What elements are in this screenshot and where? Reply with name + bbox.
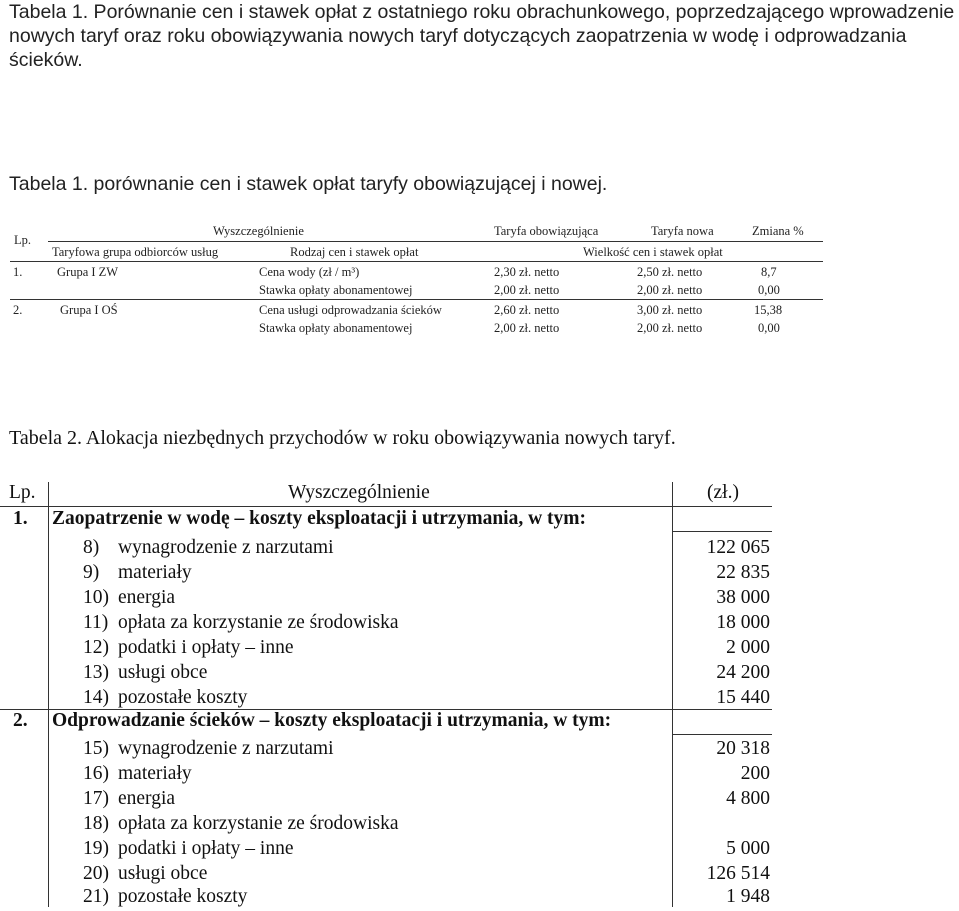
t1-row-change: 8,7 [761, 265, 777, 279]
t2-col-line [672, 482, 673, 907]
t2-section-title: Odprowadzanie ścieków – koszty eksploatacji i utrzymania, w tym: [52, 710, 612, 731]
t1-line [48, 241, 823, 242]
t1-row-new: 3,00 zł. netto [637, 303, 703, 317]
t1-row-new: 2,00 zł. netto [637, 283, 703, 297]
t2-item-no: 11) [83, 612, 109, 633]
t1-row-change: 0,00 [758, 283, 780, 297]
t2-item-value: 18 000 [716, 612, 770, 633]
t1-line [10, 261, 823, 262]
t2-item-value: 2 000 [726, 637, 770, 658]
t2-section-lp: 2. [13, 710, 28, 731]
t2-header-spec: Wyszczególnienie [288, 482, 430, 503]
t1-row-kind: Cena wody (zł / m³) [259, 265, 360, 279]
t2-item-label: opłata za korzystanie ze środowiska [118, 813, 399, 834]
t2-item-label: podatki i opłaty – inne [118, 637, 294, 658]
t1-row-group: Grupa I OŚ [60, 303, 118, 317]
t1-row-change: 0,00 [758, 321, 780, 335]
t2-item-no: 13) [83, 662, 109, 683]
t2-line [672, 531, 772, 532]
t2-item-label: energia [118, 788, 176, 809]
t1-row-change: 15,38 [754, 303, 783, 317]
t2-col-line [48, 482, 49, 907]
t2-item-label: energia [118, 587, 176, 608]
t2-item-value: 15 440 [716, 687, 770, 708]
t2-item-value: 4 800 [726, 788, 770, 809]
t2-item-value: 22 835 [716, 562, 770, 583]
t2-item-label: podatki i opłaty – inne [118, 838, 294, 859]
t2-item-value: 24 200 [716, 662, 770, 683]
t2-section-title: Zaopatrzenie w wodę – koszty eksploatacji i utrzymania, w tym: [52, 508, 587, 529]
t2-item-no: 18) [83, 813, 109, 834]
t2-item-no: 15) [83, 738, 109, 759]
t2-header-unit: (zł.) [707, 482, 739, 503]
t1-header-change: Zmiana % [752, 224, 804, 238]
t2-item-no: 10) [83, 587, 109, 608]
t2-item-value: 126 514 [706, 863, 770, 884]
t2-item-label: usługi obce [118, 662, 208, 683]
t1-row-new: 2,50 zł. netto [637, 265, 703, 279]
t2-section-lp: 1. [13, 508, 28, 529]
t2-item-label: wynagrodzenie z narzutami [118, 738, 334, 759]
t2-line [0, 506, 772, 507]
t2-item-no: 19) [83, 838, 109, 859]
t2-item-no: 20) [83, 863, 109, 884]
t1-row-kind: Cena usługi odprowadzania ścieków [259, 303, 442, 317]
t2-item-label: wynagrodzenie z narzutami [118, 537, 334, 558]
t2-line [672, 734, 772, 735]
t1-header-spec: Wyszczególnienie [213, 224, 304, 238]
t2-item-value: 20 318 [716, 738, 770, 759]
t1-row-current: 2,30 zł. netto [494, 265, 560, 279]
t2-item-no: 21) [83, 886, 109, 907]
t1-header-size: Wielkość cen i stawek opłat [583, 245, 723, 259]
t2-item-label: opłata za korzystanie ze środowiska [118, 612, 399, 633]
t2-item-value: 200 [740, 763, 770, 784]
t2-item-label: pozostałe koszty [118, 886, 248, 907]
t1-row-current: 2,60 zł. netto [494, 303, 560, 317]
t1-row-current: 2,00 zł. netto [494, 283, 560, 297]
t2-item-value: 1 948 [726, 886, 770, 907]
t1-header-current: Taryfa obowiązująca [494, 224, 599, 238]
t1-header-group: Taryfowa grupa odbiorców usług [52, 245, 219, 259]
t2-item-value: 38 000 [716, 587, 770, 608]
t1-row-kind: Stawka opłaty abonamentowej [259, 283, 413, 297]
table1-caption: Tabela 1. porównanie cen i stawek opłat taryfy obowiązującej i nowej. [9, 173, 608, 195]
t2-item-no: 12) [83, 637, 109, 658]
t2-item-label: usługi obce [118, 863, 208, 884]
t2-item-label: pozostałe koszty [118, 687, 248, 708]
t1-header-new: Taryfa nowa [651, 224, 714, 238]
t2-item-no: 8) [83, 537, 100, 558]
t1-line [10, 299, 823, 300]
t2-item-value: 122 065 [706, 537, 770, 558]
t2-item-no: 14) [83, 687, 109, 708]
t1-row-lp: 2. [13, 303, 23, 317]
t2-item-no: 17) [83, 788, 109, 809]
document-heading: Tabela 1. Porównanie cen i stawek opłat z ostatniego roku obrachunkowego, poprzedzającego wprowadzenie nowych taryf oraz roku obowiązywania nowych taryf dotyczących zaopatrzenia w wodę i odprowadzania ścieków. [9, 1, 955, 71]
t2-item-label: materiały [118, 763, 192, 784]
t1-header-kind: Rodzaj cen i stawek opłat [290, 245, 419, 259]
t2-item-no: 9) [83, 562, 100, 583]
t2-header-lp: Lp. [9, 482, 36, 503]
t1-row-lp: 1. [13, 265, 23, 279]
t1-row-new: 2,00 zł. netto [637, 321, 703, 335]
t2-item-value: 5 000 [726, 838, 770, 859]
t1-row-kind: Stawka opłaty abonamentowej [259, 321, 413, 335]
t2-item-no: 16) [83, 763, 109, 784]
t1-row-current: 2,00 zł. netto [494, 321, 560, 335]
t1-header-lp: Lp. [14, 233, 32, 247]
table2-caption: Tabela 2. Alokacja niezbędnych przychodów w roku obowiązywania nowych taryf. [9, 427, 676, 449]
t1-row-group: Grupa I ZW [57, 265, 119, 279]
t2-item-label: materiały [118, 562, 192, 583]
